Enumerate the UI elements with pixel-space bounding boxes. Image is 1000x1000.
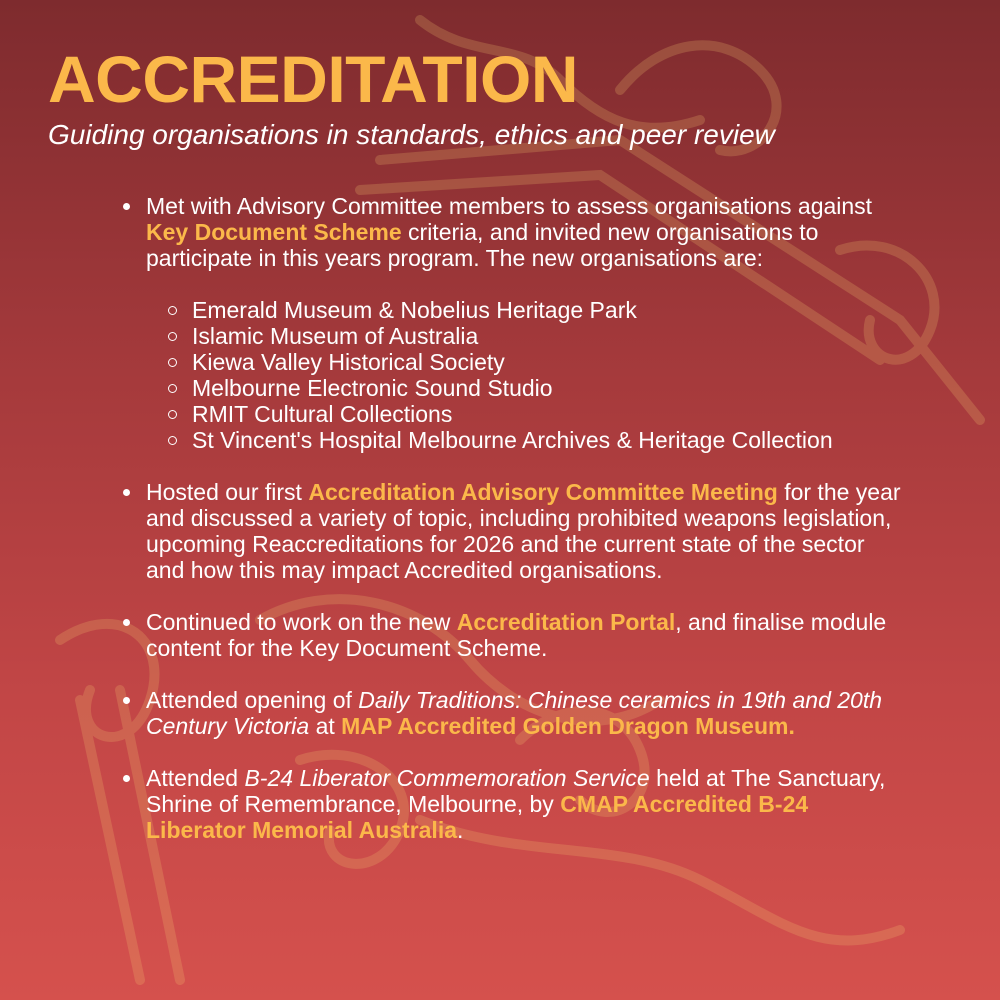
organisation-item: Islamic Museum of Australia	[164, 323, 908, 349]
organisation-item: Melbourne Electronic Sound Studio	[164, 375, 908, 401]
item-emphasis: Daily Traditions: Chinese ceramics in 19th and 20th Century Victoria	[146, 687, 883, 739]
item-highlight: CMAP Accredited B-24 Liberator Memorial Australia	[146, 791, 809, 843]
organisation-item: RMIT Cultural Collections	[164, 401, 908, 427]
activity-item-accreditation-portal	[118, 609, 908, 661]
item-emphasis: B-24 Liberator Commemoration Service	[244, 765, 650, 791]
new-organisations-list	[146, 297, 908, 453]
item-highlight: Key Document Scheme	[146, 219, 402, 245]
organisation-item: St Vincent's Hospital Melbourne Archives & Heritage Collection	[164, 427, 908, 453]
activity-list	[118, 193, 908, 869]
item-text: Attended	[146, 765, 245, 791]
item-highlight: MAP Accredited Golden Dragon Museum.	[341, 713, 795, 739]
item-highlight: Accreditation Advisory Committee Meeting	[308, 479, 778, 505]
activity-item-b24-liberator	[118, 765, 908, 843]
item-text: .	[457, 817, 464, 843]
organisation-item: Emerald Museum & Nobelius Heritage Park	[164, 297, 908, 323]
item-text: Met with Advisory Committee members to assess organisations against	[146, 193, 873, 219]
item-text: Continued to work on the new	[146, 609, 457, 635]
item-highlight: Accreditation Portal	[456, 609, 676, 635]
item-text: criteria, and invited new organisations to participate in this years program. The new organisations are:	[146, 219, 819, 271]
organisation-item: Kiewa Valley Historical Society	[164, 349, 908, 375]
activity-item-key-document-scheme	[118, 193, 908, 453]
item-text: , and finalise module content for the Key Document Scheme.	[146, 609, 887, 661]
item-text: held at The Sanctuary, Shrine of Remembrance, Melbourne, by	[146, 765, 886, 817]
item-text: Hosted our first	[146, 479, 309, 505]
page-title: ACCREDITATION	[48, 42, 579, 116]
activity-item-advisory-committee-meeting	[118, 479, 908, 583]
item-text: at	[309, 713, 342, 739]
page-subtitle: Guiding organisations in standards, ethics and peer review	[48, 119, 775, 150]
item-text: Attended opening of	[146, 687, 359, 713]
item-text: for the year and discussed a variety of topic, including prohibited weapons legislation, upcoming Reaccreditations for 2026 and the current state of the sector and how this may impact Accredited organisations.	[146, 479, 901, 583]
activity-item-golden-dragon-museum	[118, 687, 908, 739]
